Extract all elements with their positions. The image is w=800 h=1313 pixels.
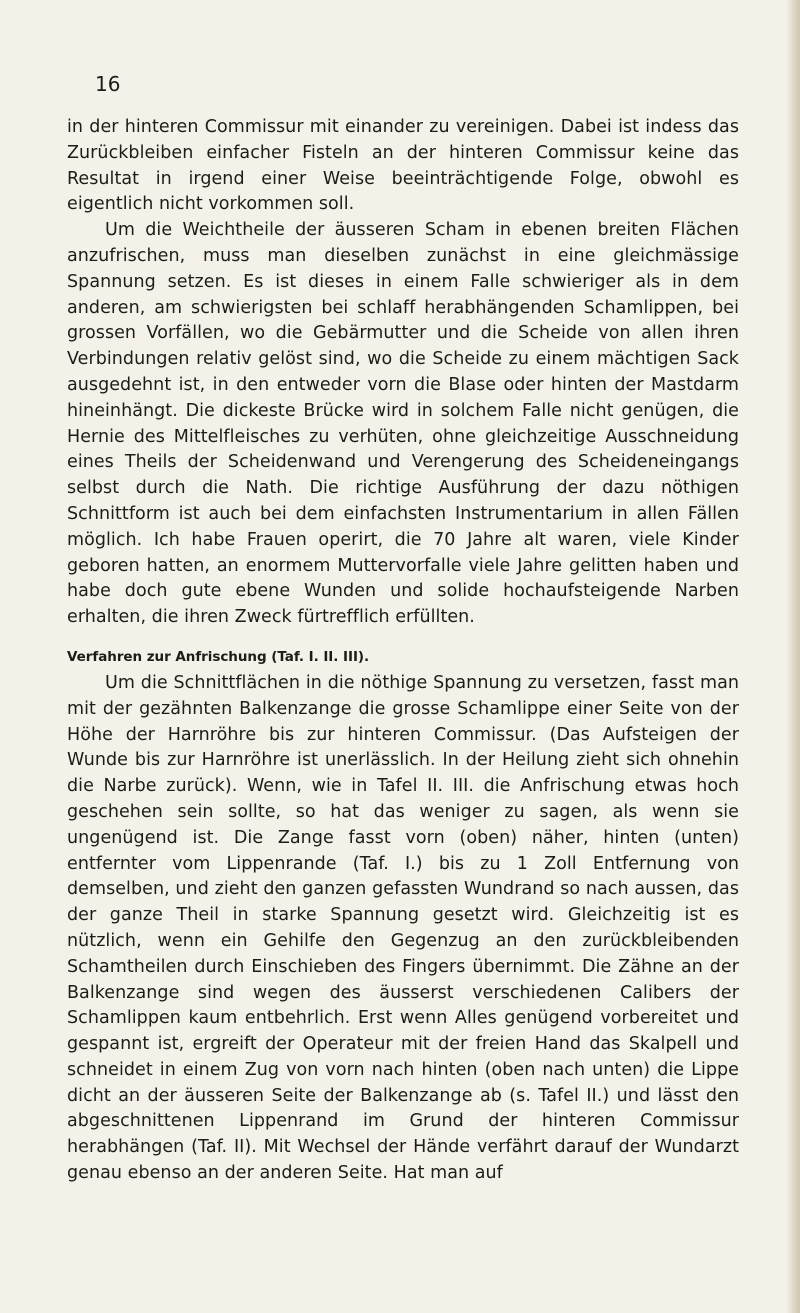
page-number: 16 (95, 72, 121, 96)
page-body (67, 115, 739, 1187)
section-heading: Verfahren zur Anfrischung (Taf. I. II. III). (67, 648, 370, 665)
paragraph: in der hinteren Commissur mit einander zu vereinigen. Dabei ist indess das Zurückbleiben einfacher Fisteln an der hinteren Commissur keine das Resultat in irgend einer Weise beeinträchtigende Folge, obwohl es eigentlich nicht vorkommen soll. (67, 117, 739, 215)
paragraph: Um die Schnittflächen in die nöthige Spannung zu versetzen, fasst man mit der gezähnten Balkenzange die grosse Schamlippe einer Seite von der Höhe der Harnröhre bis zur hinteren Commissur. (Das Aufsteigen der Wunde bis zur Harnröhre ist unerlässlich. In der Heilung zieht sich ohnehin die Narbe zurück). Wenn, wie in Tafel II. III. die Anfrischung etwas hoch geschehen sein sollte, so hat das weniger zu sagen, als wenn sie ungenügend ist. Die Zange fasst vorn (oben) näher, hinten (unten) entfernter vom Lippenrande (Taf. I.) bis zu 1 Zoll Entfernung von demselben, und zieht den ganzen gefassten Wundrand so nach aussen, das der ganze Theil in starke Spannung gesetzt wird. Gleichzeitig ist es nützlich, wenn ein Gehilfe den Gegenzug an den zurückbleibenden Schamtheilen durch Einschieben des Fingers übernimmt. Die Zähne an der Balkenzange sind wegen des äusserst verschiedenen Calibers der Schamlippen kaum entbehrlich. Erst wenn Alles genügend vorbereitet und gespannt ist, ergreift der Operateur mit der freien Hand das Skalpell und schneidet in einem Zug von vorn nach hinten (oben nach unten) die Lippe dicht an der äusseren Seite der Balkenzange ab (s. Tafel II.) und lässt den abgeschnittenen Lippenrand im Grund der hinteren Commissur herabhängen (Taf. II). Mit Wechsel der Hände verfährt darauf der Wundarzt genau ebenso an der anderen Seite. Hat man auf (67, 672, 739, 1184)
page-edge-shadow (786, 0, 800, 1313)
paragraph: Um die Weichtheile der äusseren Scham in ebenen breiten Flächen anzufrischen, muss man dieselben zunächst in eine gleichmässige Spannung setzen. Es ist dieses in einem Falle schwieriger als in dem anderen, am schwierigsten bei schlaff herabhängenden Schamlippen, bei grossen Vorfällen, wo die Gebärmutter und die Scheide von allen ihren Verbindungen relativ gelöst sind, wo die Scheide zu einem mächtigen Sack ausgedehnt ist, in den entweder vorn die Blase oder hinten der Mastdarm hineinhängt. Die dickeste Brücke wird in solchem Falle nicht genügen, die Hernie des Mittelfleisches zu verhüten, ohne gleichzeitige Ausschneidung eines Theils der Scheidenwand und Verengerung des Scheideneingangs selbst durch die Nath. Die richtige Ausführung der dazu nöthigen Schnittform ist auch bei dem einfachsten Instrumentarium in allen Fällen möglich. Ich habe Frauen operirt, die 70 Jahre alt waren, viele Kinder geboren hatten, an enormem Muttervorfalle viele Jahre gelitten haben und habe doch gute ebene Wunden und solide hochaufsteigende Narben erhalten, die ihren Zweck fürtrefflich erfüllten. (67, 220, 739, 628)
